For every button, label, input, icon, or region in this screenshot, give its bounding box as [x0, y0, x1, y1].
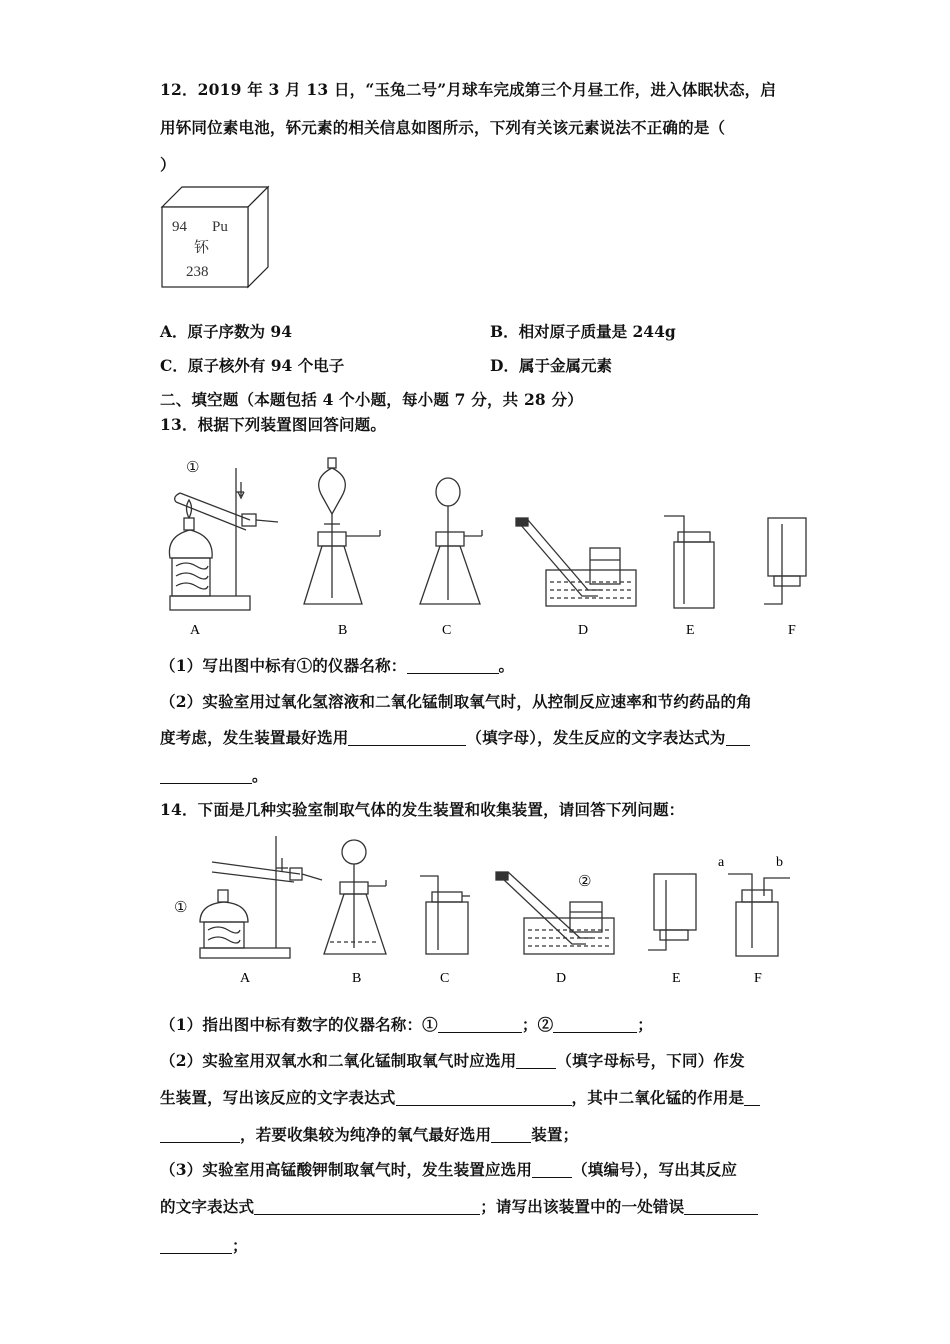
- q13-label-d: D: [578, 623, 589, 638]
- q14-label-d: D: [556, 971, 567, 986]
- q14-part-1-end: ；: [637, 1015, 653, 1034]
- q13-part-1-text: （1）写出图中标有①的仪器名称：: [160, 656, 407, 675]
- q14-part-3-line-2: [160, 1195, 758, 1217]
- q12-line-2: 用钚同位素电池，钚元素的相关信息如图所示，下列有关该元素说法不正确的是（: [160, 118, 726, 137]
- q14-blank-6[interactable]: [491, 1126, 531, 1143]
- q14-part-2-line-3: [160, 1123, 578, 1145]
- q12-line-3: ）: [160, 155, 176, 174]
- q14-blank-9-cont[interactable]: [160, 1237, 232, 1254]
- q14-part-3-text-2: （填编号），写出其反应: [572, 1160, 738, 1179]
- q13-title: 13．根据下列装置图回答问题。: [160, 415, 387, 434]
- q14-marker-2: ②: [578, 872, 592, 890]
- q14-title: 14．下面是几种实验室制取气体的发生装置和收集装置，请回答下列问题：: [160, 800, 685, 819]
- q14-part-1-text-1: （1）指出图中标有数字的仪器名称：①: [160, 1015, 438, 1034]
- q13-part-2-line-1: （2）实验室用过氧化氢溶液和二氧化锰制取氧气时，从控制反应速率和节约药品的角: [160, 692, 752, 711]
- q14-label-c: C: [440, 971, 450, 986]
- q12-option-c: C．原子核外有 94 个电子: [160, 356, 345, 375]
- q14-label-f: F: [754, 971, 762, 986]
- q13-label-e: E: [686, 623, 695, 638]
- q13-part-1: [160, 654, 514, 676]
- q14-part-3-line-1: [160, 1158, 737, 1180]
- q14-part-2-line-2: [160, 1086, 760, 1108]
- q13-part-2-line-3: [160, 764, 268, 786]
- element-mass: 238: [186, 264, 209, 280]
- q14-blank-4[interactable]: [396, 1089, 572, 1106]
- q14-label-b: B: [352, 971, 362, 986]
- q12-option-a: A．原子序数为 94: [160, 322, 292, 341]
- q13-part-2-text-2: （填字母），发生反应的文字表达式为: [466, 728, 726, 747]
- q13-part-1-end: 。: [498, 656, 515, 675]
- q14-label-a: A: [240, 971, 251, 986]
- q14-part-2-text-1: （2）实验室用双氧水和二氧化锰制取氧气时应选用: [160, 1051, 517, 1070]
- q14-port-b: b: [776, 855, 783, 870]
- element-symbol: Pu: [212, 219, 228, 235]
- q14-part-2-text-2: （填字母标号，下同）作发: [556, 1051, 745, 1070]
- q14-part-3-line-3: [160, 1234, 248, 1256]
- q14-label-e: E: [672, 971, 681, 986]
- q13-label-c: C: [442, 623, 452, 638]
- q14-part-2-line-1: [160, 1049, 745, 1071]
- q12-option-b: B．相对原子质量是 244g: [490, 322, 676, 341]
- q14-part-2-text-6: 装置；: [531, 1125, 579, 1144]
- q12-line-1: 12．2019 年 3 月 13 日，“玉兔二号”月球车完成第三个月昼工作，进入体眠状态，启: [160, 80, 777, 99]
- q14-part-3-text-3: 的文字表达式: [160, 1197, 255, 1216]
- q13-label-a: A: [190, 623, 201, 638]
- q12-option-d: D．属于金属元素: [490, 356, 612, 375]
- q13-part-2-text-1: 度考虑，发生装置最好选用: [160, 728, 349, 747]
- q14-port-a: a: [718, 855, 725, 870]
- q14-part-2-text-5: ，若要收集较为纯净的氧气最好选用: [240, 1125, 492, 1144]
- q14-blank-3[interactable]: [516, 1052, 556, 1069]
- q14-part-2-text-4: ，其中二氧化锰的作用是: [571, 1088, 745, 1107]
- element-name: 钚: [194, 238, 210, 256]
- q14-part-3-end: ；: [232, 1236, 248, 1255]
- q13-blank-3-cont[interactable]: [160, 767, 252, 784]
- q14-part-3-text-1: （3）实验室用高锰酸钾制取氧气时，发生装置应选用: [160, 1160, 533, 1179]
- q13-marker-1: ①: [186, 458, 200, 476]
- q14-marker-1: ①: [174, 898, 188, 916]
- q14-part-1-text-2: ；②: [521, 1015, 554, 1034]
- q13-label-f: F: [788, 623, 796, 638]
- q14-blank-7[interactable]: [532, 1161, 572, 1178]
- q14-part-3-text-4: ；请写出该装置中的一处错误: [480, 1197, 685, 1216]
- q13-blank-1[interactable]: [407, 657, 499, 674]
- q13-blank-3[interactable]: [726, 729, 750, 746]
- q14-blank-9[interactable]: [684, 1198, 758, 1215]
- element-number: 94: [172, 219, 187, 235]
- q14-part-2-text-3: 生装置，写出该反应的文字表达式: [160, 1088, 396, 1107]
- q14-blank-8[interactable]: [254, 1198, 480, 1215]
- q14-blank-1[interactable]: [438, 1016, 522, 1033]
- q14-apparatus-figure: [160, 836, 810, 988]
- q13-label-b: B: [338, 623, 348, 638]
- q13-part-2-line-2: [160, 726, 750, 748]
- q14-blank-5[interactable]: [744, 1089, 760, 1106]
- section-2-heading: 二、填空题（本题包括 4 个小题，每小题 7 分，共 28 分）: [160, 390, 583, 409]
- q13-blank-2[interactable]: [348, 729, 466, 746]
- q14-blank-2[interactable]: [553, 1016, 637, 1033]
- element-card: [160, 185, 272, 290]
- q13-part-2-end: 。: [252, 766, 268, 785]
- q14-part-1: [160, 1013, 653, 1035]
- q14-blank-5-cont[interactable]: [160, 1126, 240, 1143]
- q13-apparatus-figure: [160, 448, 810, 643]
